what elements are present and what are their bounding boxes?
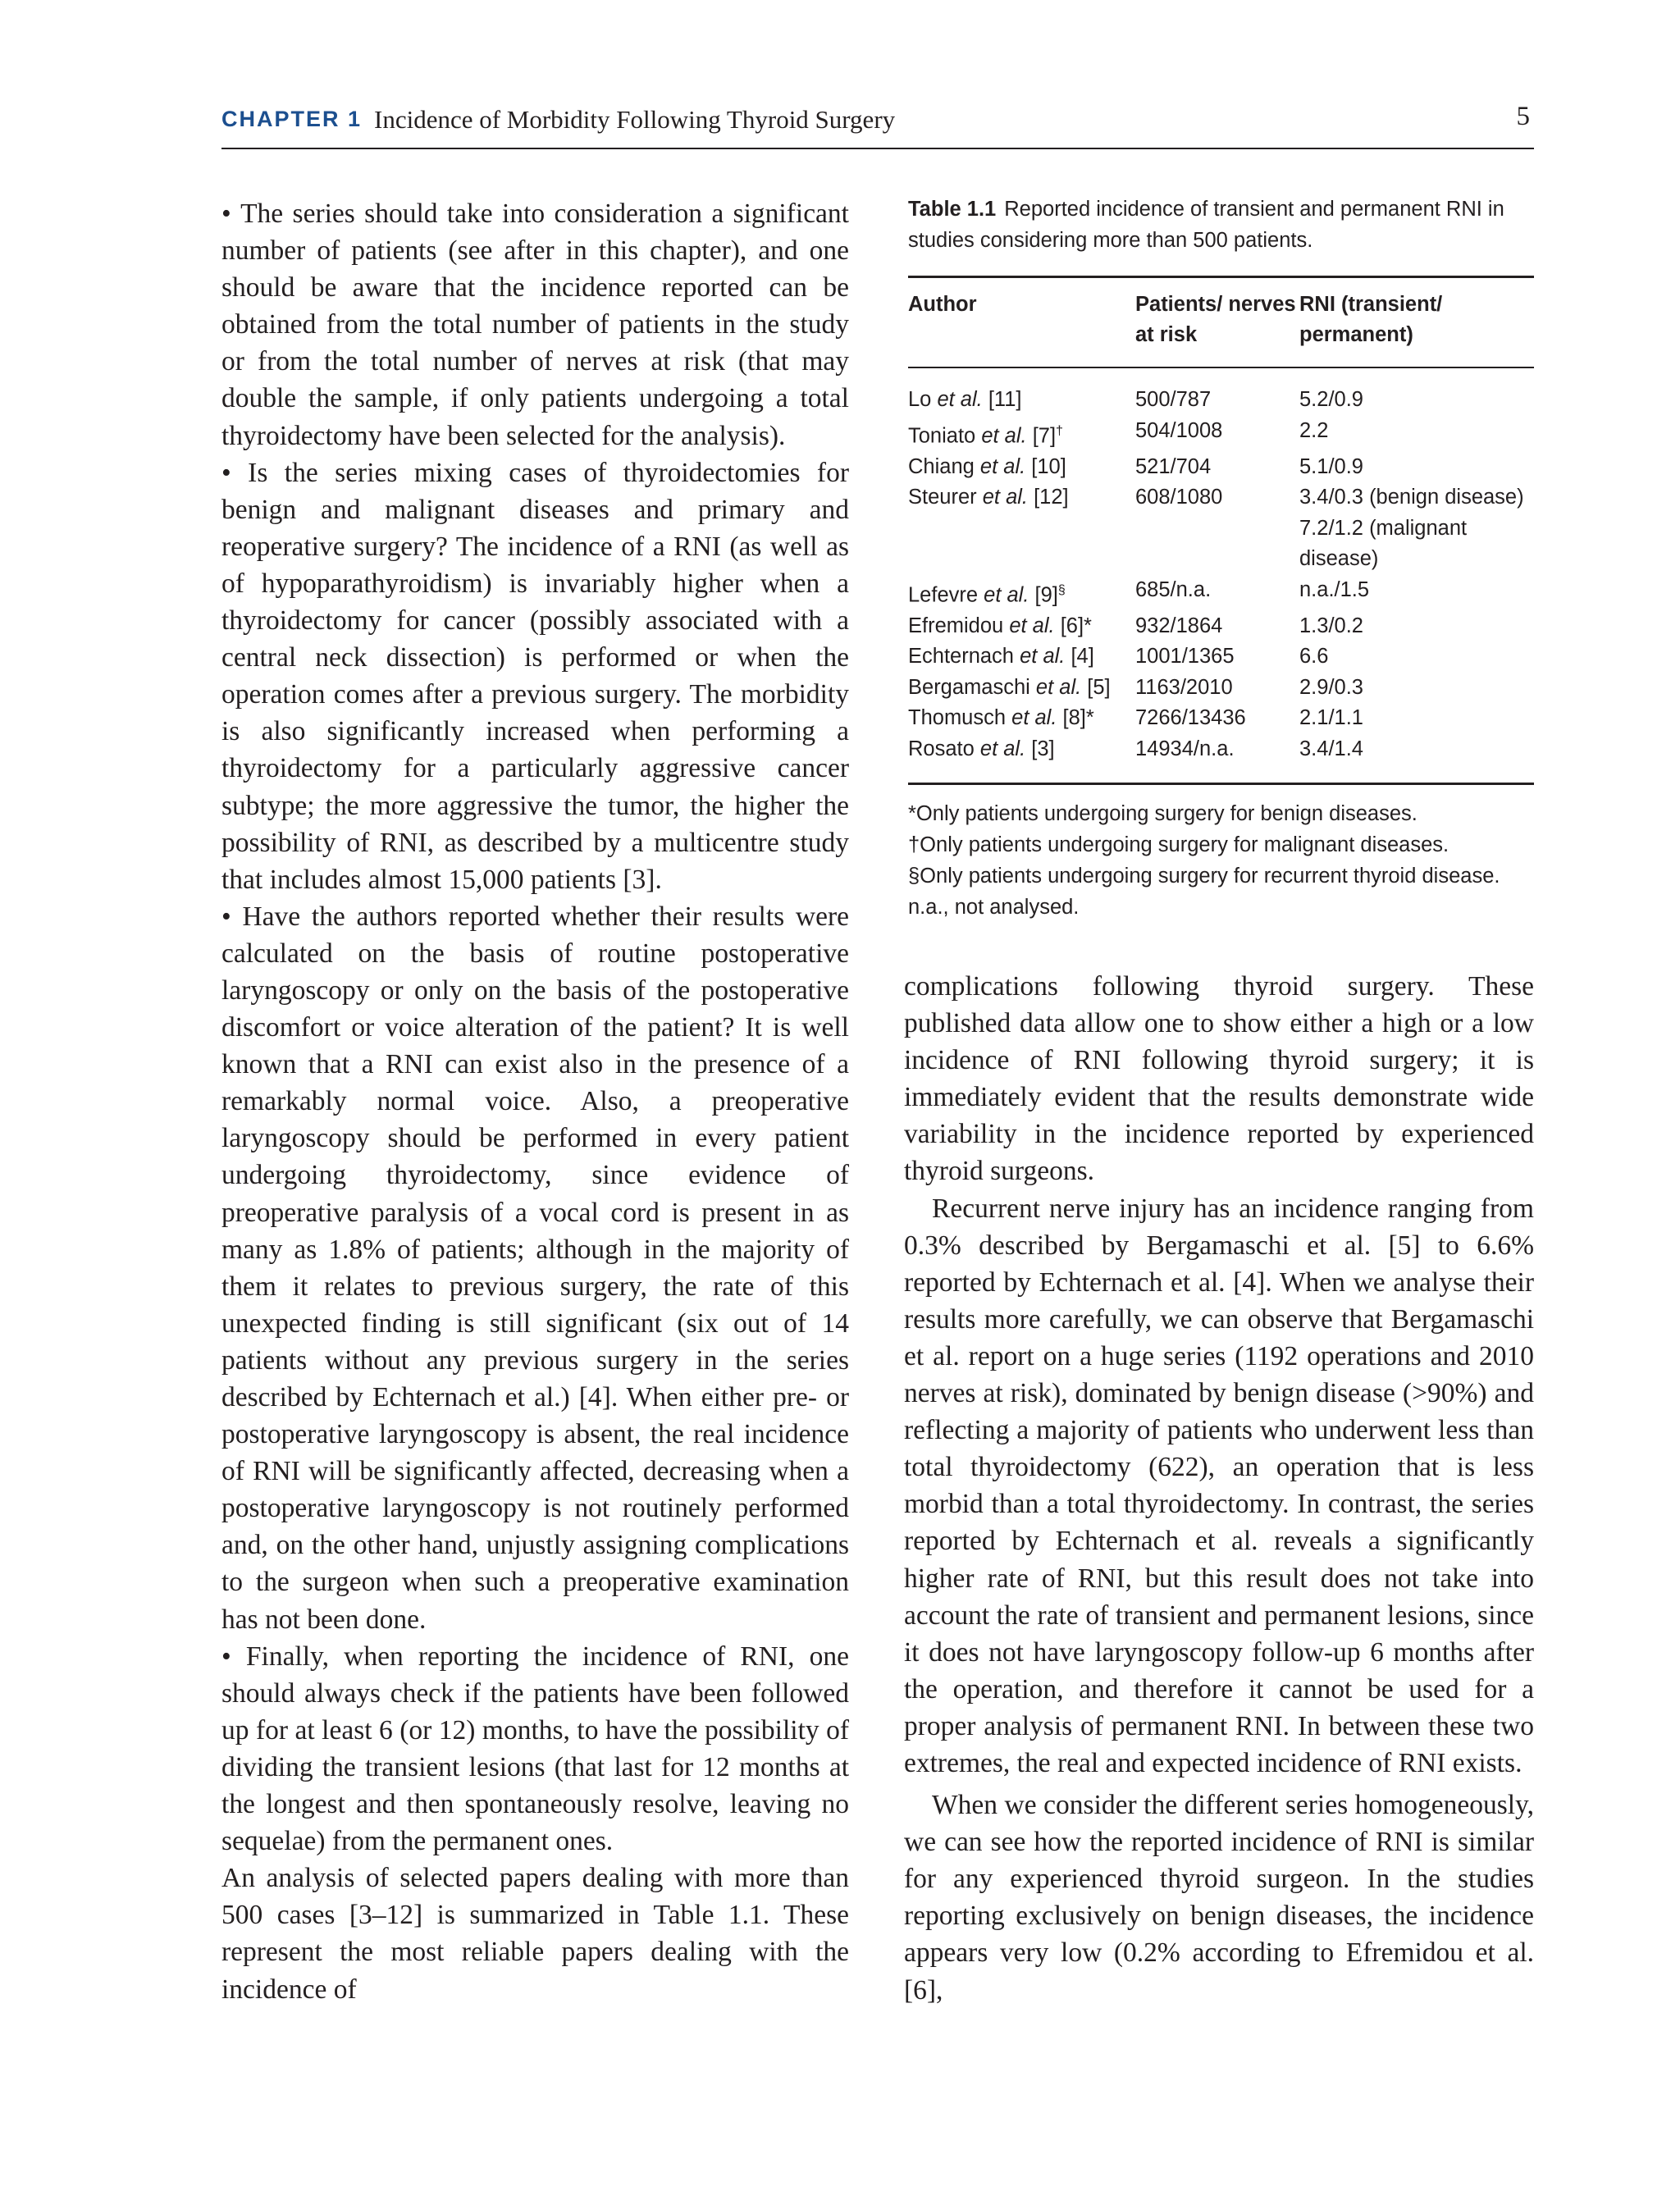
author-ref: [11]: [982, 388, 1022, 411]
chapter-label: CHAPTER 1: [221, 107, 363, 131]
author-name: Lefevre: [908, 583, 984, 606]
table-row: [908, 452, 1534, 483]
patients-cell: 608/1080: [1135, 486, 1223, 509]
patients-cell: 1163/2010: [1135, 675, 1233, 699]
patients-cell: 521/704: [1135, 454, 1212, 478]
author-ref: [9]: [1029, 583, 1058, 606]
rni-cell: 2.1/1.1: [1299, 706, 1363, 729]
table-row: [908, 703, 1534, 734]
table-header-row: [908, 277, 1534, 368]
author-etal: et al.: [984, 583, 1029, 606]
author-cell: [908, 611, 1135, 642]
rni-cell: 2.9/0.3: [1299, 675, 1363, 699]
patients-cell: 685/n.a.: [1135, 577, 1212, 601]
patients-cell: 932/1864: [1135, 614, 1223, 637]
footnote: §Only patients undergoing surgery for recurrent thyroid disease.: [908, 865, 1500, 888]
right-column: [904, 968, 1534, 2009]
author-etal: et al.: [1035, 675, 1082, 699]
table-footnotes: [908, 798, 1534, 923]
footnote-mark: *: [1084, 614, 1092, 637]
author-name: Steurer: [908, 486, 983, 509]
footnote: n.a., not analysed.: [908, 896, 1080, 919]
table-1-1: [908, 194, 1534, 923]
body-paragraph: complications following thyroid surgery. These published data allow one to show either a high or a low incidence of RNI following thyroid surgery; it is immediately evident that the results demonstrate wide variability in the incidence reported by experienced thyroid surgeons.: [904, 971, 1534, 1187]
patients-cell: 500/787: [1135, 388, 1212, 411]
author-cell: [908, 575, 1135, 611]
table-row: [908, 641, 1534, 673]
body-paragraph: Recurrent nerve injury has an incidence ranging from 0.3% described by Bergamaschi et al. [5] to 6.6% reported by Echternach et al. [4]. When we analyse their results more carefully, we can observe that Bergamaschi et al. report on a huge series (1192 operations and 2010 nerves at risk), dominated by benign disease (>90%) and reflecting a majority of patients who underwent less than total thyroidectomy (622), an operation that is less morbid than a total thyroidectomy. In contrast, the series reported by Echternach et al. reveals a significantly higher rate of RNI, but this result does not take into account the rate of transient and permanent lesions, since it does not have laryngoscopy follow-up 6 months after the operation, and therefore it cannot be used for a proper analysis of permanent RNI. In between these two extremes, the real and expected incidence of RNI exists.: [904, 1193, 1534, 1778]
author-cell: [908, 641, 1135, 673]
patients-cell: 504/1008: [1135, 418, 1223, 442]
author-cell: [908, 367, 1135, 416]
rni-cell: 5.2/0.9: [1299, 388, 1363, 411]
body-paragraph: When we consider the different series homogeneously, we can see how the reported incidence of RNI is similar for any experienced thyroid surgeon. In the studies reporting exclusively on benign diseases, the incidence appears very low (0.2% according to Efremidou et al. [6],: [904, 1790, 1534, 2006]
table-row: [908, 611, 1534, 642]
author-cell: [908, 482, 1135, 575]
author-cell: [908, 416, 1135, 452]
footnote-mark: *: [1085, 706, 1094, 729]
table-row: [908, 734, 1534, 784]
header-patients: Patients/ nerves at risk: [1135, 277, 1299, 368]
footnote-mark: §: [1057, 582, 1066, 597]
rni-cell: 3.4/1.4: [1299, 737, 1363, 760]
bullet-paragraph: • The series should take into consideration a significant number of patients (see after in this chapter), and one should be aware that the incidence reported can be obtained from the total number of patients in the study or from the total number of nerves at risk (that may double the sample, if only patients undergoing a total thyroidectomy have been selected for the analysis).: [221, 195, 849, 454]
chapter-title: Incidence of Morbidity Following Thyroid Surgery: [374, 105, 896, 134]
header-author: Author: [908, 277, 1135, 368]
footnote: *Only patients undergoing surgery for benign diseases.: [908, 802, 1418, 825]
author-etal: et al.: [982, 486, 1029, 509]
author-cell: [908, 673, 1135, 704]
left-column: [221, 195, 849, 2008]
author-name: Efremidou: [908, 614, 1010, 637]
author-name: Bergamaschi: [908, 675, 1036, 699]
page-number: 5: [1516, 102, 1530, 131]
rni-cell: n.a./1.5: [1299, 577, 1370, 601]
author-etal: et al.: [1009, 614, 1055, 637]
author-name: Thomusch: [908, 706, 1012, 729]
table-row: [908, 673, 1534, 704]
bullet-paragraph: • Is the series mixing cases of thyroidectomies for benign and malignant diseases and primary and reoperative surgery? The incidence of a RNI (as well as of hypoparathyroidism) is invariably higher when a thyroidectomy for cancer (possibly associated with a central neck dissection) is performed or when the operation comes after a previous surgery. The morbidity is also significantly increased when performing a thyroidectomy for a particularly aggressive cancer subtype; the more aggressive the tumor, the higher the possibility of RNI, as described by a multicentre study that includes almost 15,000 patients [3].: [221, 454, 849, 898]
table-row: [908, 575, 1534, 611]
author-ref: [7]: [1026, 424, 1057, 447]
rni-cell: 2.2: [1299, 418, 1329, 442]
author-etal: et al.: [981, 424, 1027, 447]
author-ref: [3]: [1025, 737, 1055, 760]
author-name: Echternach: [908, 645, 1020, 668]
bullet-paragraph: • Have the authors reported whether their results were calculated on the basis of routine postoperative laryngoscopy or only on the basis of the postoperative discomfort or voice alteration of the patient? It is well known that a RNI can exist also in the presence of a remarkably normal voice. Also, a preoperative laryngoscopy should be performed in every patient undergoing thyroidectomy, since evidence of preoperative paralysis of a vocal cord is present in as many as 1.8% of patients; although in the majority of them it relates to previous surgery, the rate of this unexpected finding is still significant (six out of 14 patients without any previous surgery in the series described by Echternach et al.) [4]. When either pre- or postoperative laryngoscopy is absent, the real incidence of RNI will be significantly affected, decreasing when a postoperative laryngoscopy is not routinely performed and, on the other hand, unjustly assigning complications to the surgeon when such a preoperative examination has not been done.: [221, 898, 849, 1638]
body-paragraph: An analysis of selected papers dealing with more than 500 cases [3–12] is summarized in Table 1.1. These represent the most reliable papers dealing with the incidence of: [221, 1863, 849, 2005]
author-name: Chiang: [908, 454, 980, 478]
author-etal: et al.: [979, 737, 1026, 760]
table-caption-text: Reported incidence of transient and permanent RNI in studies considering more than 500 patients.: [908, 198, 1504, 252]
patients-cell: 14934/n.a.: [1135, 737, 1235, 760]
incidence-table: [908, 276, 1534, 785]
author-name: Toniato: [908, 424, 982, 447]
rni-cell: 3.4/0.3 (benign disease) 7.2/1.2 (malignant disease): [1299, 486, 1524, 570]
author-etal: et al.: [1011, 706, 1057, 729]
bullet-paragraph: • Finally, when reporting the incidence of RNI, one should always check if the patients have been followed up for at least 6 (or 12) months, to have the possibility of dividing the transient lesions (that last for 12 months at the longest and then spontaneously resolve, leaving no sequelae) from the permanent ones.: [221, 1638, 849, 1860]
author-ref: [5]: [1081, 675, 1111, 699]
patients-cell: 1001/1365: [1135, 645, 1235, 668]
author-ref: [6]: [1054, 614, 1084, 637]
table-body: [908, 367, 1534, 784]
rni-cell: 1.3/0.2: [1299, 614, 1363, 637]
author-etal: et al.: [937, 388, 983, 411]
table-row: [908, 416, 1534, 452]
author-cell: [908, 734, 1135, 784]
table-label: Table 1.1: [908, 198, 997, 221]
table-row: [908, 482, 1534, 575]
author-name: Rosato: [908, 737, 980, 760]
author-ref: [4]: [1065, 645, 1094, 668]
footnote-mark: †: [1056, 423, 1063, 438]
footnote: †Only patients undergoing surgery for malignant diseases.: [908, 833, 1449, 856]
author-ref: [8]: [1057, 706, 1086, 729]
author-ref: [12]: [1028, 486, 1069, 509]
rni-cell: 5.1/0.9: [1299, 454, 1363, 478]
header-rni: RNI (transient/ permanent): [1299, 277, 1534, 368]
author-etal: et al.: [1020, 645, 1066, 668]
table-row: [908, 367, 1534, 416]
rni-cell: 6.6: [1299, 645, 1329, 668]
running-header: [221, 102, 1534, 149]
patients-cell: 7266/13436: [1135, 706, 1246, 729]
author-cell: [908, 452, 1135, 483]
author-name: Lo: [908, 388, 938, 411]
author-ref: [10]: [1025, 454, 1066, 478]
author-etal: et al.: [979, 454, 1026, 478]
author-cell: [908, 703, 1135, 734]
table-caption: [908, 194, 1534, 256]
